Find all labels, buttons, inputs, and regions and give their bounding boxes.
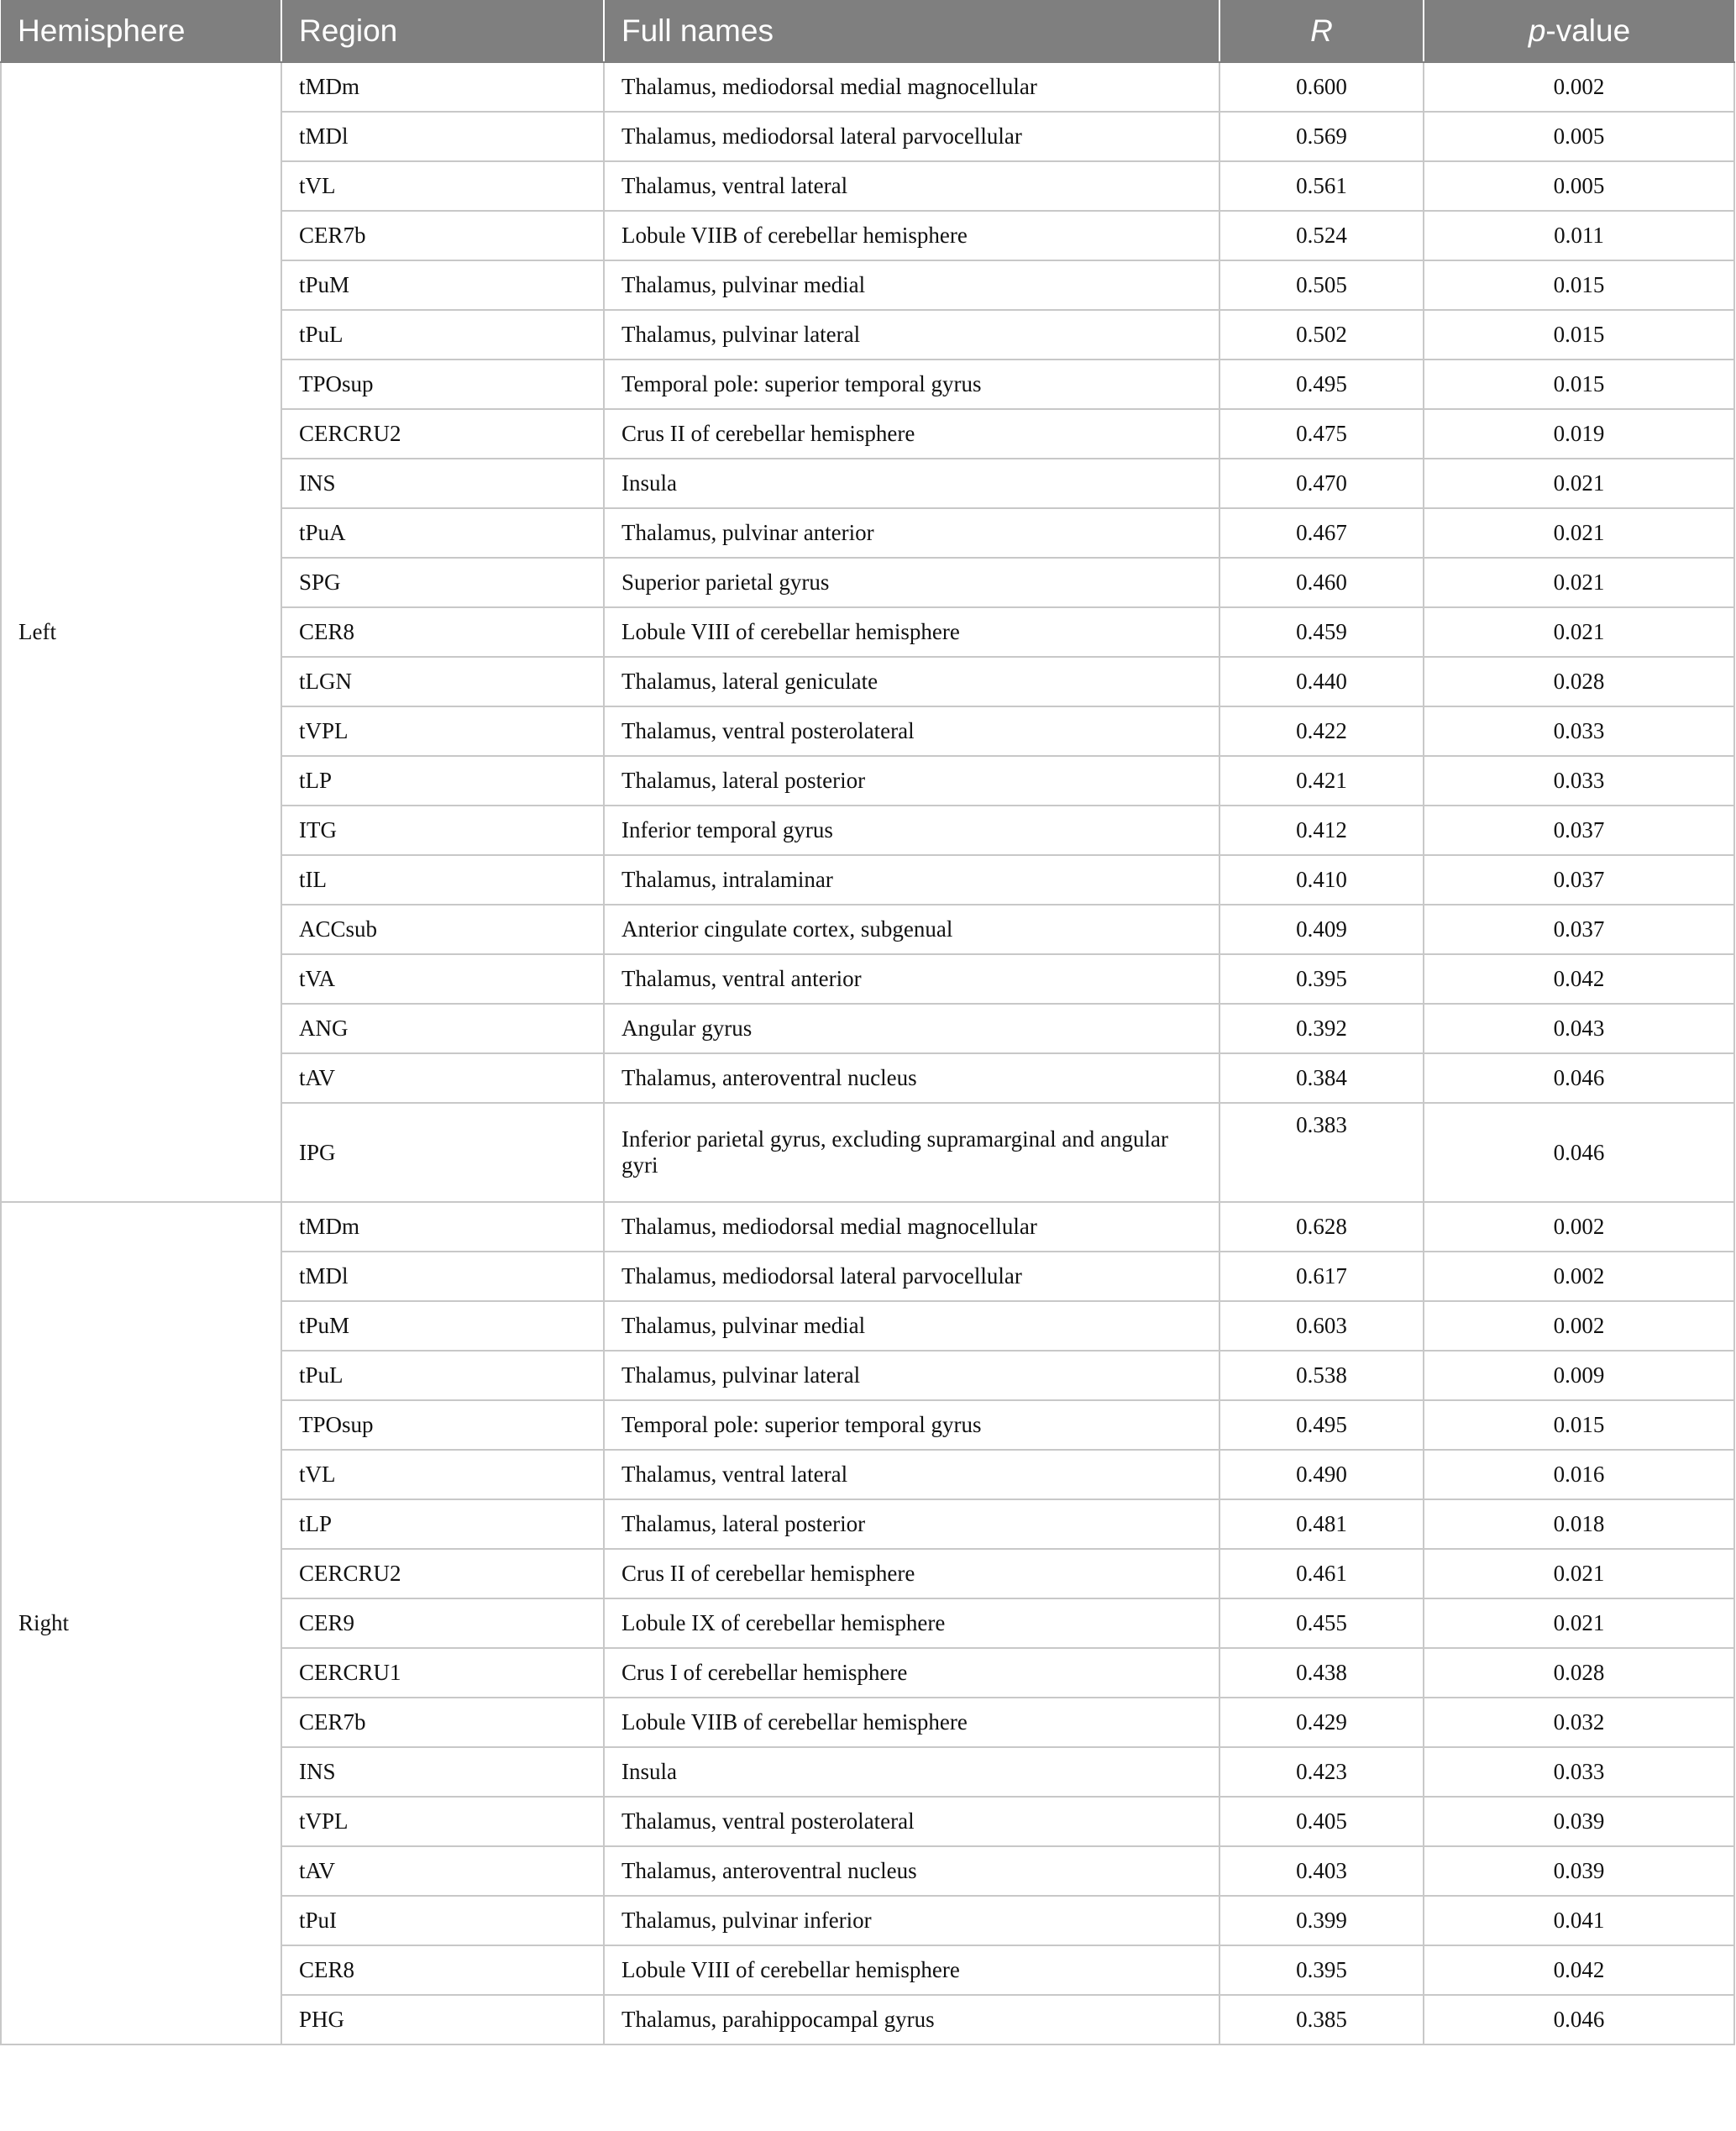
r-value-cell: 0.399 [1219,1896,1424,1945]
p-value-cell: 0.002 [1424,62,1734,112]
region-cell: tVL [281,161,604,211]
region-cell: tAV [281,1053,604,1103]
r-value-cell: 0.569 [1219,112,1424,161]
region-cell: CERCRU2 [281,1549,604,1598]
header-hemisphere: Hemisphere [1,0,281,62]
p-value-cell: 0.021 [1424,459,1734,508]
r-value-cell: 0.470 [1219,459,1424,508]
p-value-cell: 0.032 [1424,1698,1734,1747]
region-cell: PHG [281,1995,604,2044]
region-cell: tMDl [281,1252,604,1301]
p-value-cell: 0.039 [1424,1797,1734,1846]
full-name-cell: Insula [604,1747,1219,1797]
r-value-cell: 0.600 [1219,62,1424,112]
full-name-cell: Temporal pole: superior temporal gyrus [604,360,1219,409]
full-name-cell: Temporal pole: superior temporal gyrus [604,1400,1219,1450]
r-value-cell: 0.385 [1219,1995,1424,2044]
region-cell: tMDl [281,112,604,161]
r-value-cell: 0.490 [1219,1450,1424,1499]
region-cell: tLGN [281,657,604,706]
full-name-cell: Thalamus, pulvinar lateral [604,310,1219,360]
p-value-cell: 0.033 [1424,706,1734,756]
r-value-cell: 0.538 [1219,1351,1424,1400]
p-value-cell: 0.042 [1424,1945,1734,1995]
full-name-cell: Thalamus, lateral posterior [604,756,1219,806]
full-name-cell: Thalamus, pulvinar anterior [604,508,1219,558]
region-cell: tMDm [281,62,604,112]
p-value-cell: 0.021 [1424,1549,1734,1598]
p-value-cell: 0.002 [1424,1252,1734,1301]
p-value-cell: 0.005 [1424,161,1734,211]
p-value-cell: 0.011 [1424,211,1734,260]
r-value-cell: 0.603 [1219,1301,1424,1351]
r-value-cell: 0.405 [1219,1797,1424,1846]
r-value-cell: 0.628 [1219,1202,1424,1252]
p-value-cell: 0.005 [1424,112,1734,161]
r-value-cell: 0.505 [1219,260,1424,310]
p-value-cell: 0.028 [1424,1648,1734,1698]
region-cell: tPuI [281,1896,604,1945]
r-value-cell: 0.467 [1219,508,1424,558]
p-value-cell: 0.039 [1424,1846,1734,1896]
full-name-cell: Thalamus, ventral lateral [604,161,1219,211]
p-value-cell: 0.019 [1424,409,1734,459]
full-name-cell: Thalamus, pulvinar medial [604,260,1219,310]
r-value-cell: 0.617 [1219,1252,1424,1301]
region-cell: CER7b [281,1698,604,1747]
r-value-cell: 0.395 [1219,954,1424,1004]
region-cell: tVPL [281,706,604,756]
region-cell: CER8 [281,1945,604,1995]
full-name-cell: Thalamus, ventral anterior [604,954,1219,1004]
header-row [1,0,1734,62]
p-value-cell: 0.021 [1424,1598,1734,1648]
r-value-cell: 0.495 [1219,360,1424,409]
p-value-cell: 0.015 [1424,260,1734,310]
r-value-cell: 0.459 [1219,607,1424,657]
r-value-cell: 0.412 [1219,806,1424,855]
full-name-cell: Thalamus, parahippocampal gyrus [604,1995,1219,2044]
hemisphere-cell: Right [1,1202,281,2044]
full-name-cell: Thalamus, ventral posterolateral [604,1797,1219,1846]
full-name-cell: Thalamus, lateral posterior [604,1499,1219,1549]
p-value-cell: 0.009 [1424,1351,1734,1400]
r-value-cell: 0.421 [1219,756,1424,806]
full-name-cell: Lobule VIII of cerebellar hemisphere [604,1945,1219,1995]
r-value-cell: 0.475 [1219,409,1424,459]
full-name-cell: Thalamus, pulvinar lateral [604,1351,1219,1400]
full-name-cell: Lobule VIIB of cerebellar hemisphere [604,211,1219,260]
full-name-cell: Lobule IX of cerebellar hemisphere [604,1598,1219,1648]
p-value-cell: 0.033 [1424,1747,1734,1797]
table-row [1,62,1734,112]
r-value-cell: 0.461 [1219,1549,1424,1598]
region-cell: SPG [281,558,604,607]
region-cell: TPOsup [281,1400,604,1450]
full-name-cell: Thalamus, intralaminar [604,855,1219,905]
p-value-cell: 0.042 [1424,954,1734,1004]
full-name-cell: Lobule VIII of cerebellar hemisphere [604,607,1219,657]
full-name-cell: Thalamus, ventral posterolateral [604,706,1219,756]
region-cell: tPuL [281,310,604,360]
region-cell: tPuM [281,260,604,310]
region-cell: INS [281,459,604,508]
full-name-cell: Angular gyrus [604,1004,1219,1053]
r-value-cell: 0.384 [1219,1053,1424,1103]
p-value-cell: 0.028 [1424,657,1734,706]
r-value-cell: 0.392 [1219,1004,1424,1053]
region-cell: tLP [281,1499,604,1549]
r-value-cell: 0.409 [1219,905,1424,954]
region-cell: TPOsup [281,360,604,409]
region-cell: CERCRU1 [281,1648,604,1698]
header-full-names: Full names [604,0,1219,62]
r-value-cell: 0.440 [1219,657,1424,706]
p-value-cell: 0.015 [1424,1400,1734,1450]
full-name-cell: Crus I of cerebellar hemisphere [604,1648,1219,1698]
region-cell: IPG [281,1103,604,1202]
header-r: R [1219,0,1424,62]
table-header [1,0,1734,62]
region-cell: tVL [281,1450,604,1499]
header-p-value [1424,0,1734,62]
region-cell: ITG [281,806,604,855]
p-value-cell: 0.021 [1424,558,1734,607]
p-value-cell: 0.018 [1424,1499,1734,1549]
header-p-suffix: -value [1545,13,1631,48]
table-row [1,1202,1734,1252]
r-value-cell: 0.495 [1219,1400,1424,1450]
region-cell: tIL [281,855,604,905]
full-name-cell: Crus II of cerebellar hemisphere [604,1549,1219,1598]
hemisphere-cell: Left [1,62,281,1202]
region-cell: INS [281,1747,604,1797]
full-name-cell: Thalamus, mediodorsal medial magnocellular [604,62,1219,112]
full-name-cell: Thalamus, mediodorsal lateral parvocellular [604,1252,1219,1301]
p-value-cell: 0.033 [1424,756,1734,806]
region-cell: ANG [281,1004,604,1053]
full-name-cell: Thalamus, pulvinar inferior [604,1896,1219,1945]
full-name-cell: Insula [604,459,1219,508]
full-name-cell: Anterior cingulate cortex, subgenual [604,905,1219,954]
p-value-cell: 0.037 [1424,905,1734,954]
r-value-cell: 0.561 [1219,161,1424,211]
full-name-cell: Thalamus, lateral geniculate [604,657,1219,706]
p-value-cell: 0.015 [1424,310,1734,360]
r-value-cell: 0.410 [1219,855,1424,905]
region-cell: CER9 [281,1598,604,1648]
p-value-cell: 0.037 [1424,806,1734,855]
region-cell: tMDm [281,1202,604,1252]
full-name-cell: Thalamus, mediodorsal lateral parvocellular [604,112,1219,161]
table-body [1,62,1734,2044]
full-name-cell: Inferior temporal gyrus [604,806,1219,855]
full-name-cell: Thalamus, anteroventral nucleus [604,1053,1219,1103]
region-cell: tPuL [281,1351,604,1400]
p-value-cell: 0.016 [1424,1450,1734,1499]
region-cell: CERCRU2 [281,409,604,459]
region-cell: tVPL [281,1797,604,1846]
r-value-cell: 0.455 [1219,1598,1424,1648]
p-value-cell: 0.046 [1424,1053,1734,1103]
region-cell: tPuA [281,508,604,558]
r-value-cell: 0.524 [1219,211,1424,260]
p-value-cell: 0.046 [1424,1103,1734,1202]
p-value-cell: 0.021 [1424,508,1734,558]
region-cell: ACCsub [281,905,604,954]
r-value-cell: 0.422 [1219,706,1424,756]
r-value-cell: 0.502 [1219,310,1424,360]
r-value-cell: 0.423 [1219,1747,1424,1797]
p-value-cell: 0.002 [1424,1301,1734,1351]
region-cell: tPuM [281,1301,604,1351]
full-name-cell: Thalamus, anteroventral nucleus [604,1846,1219,1896]
full-name-cell: Thalamus, ventral lateral [604,1450,1219,1499]
r-value-cell: 0.395 [1219,1945,1424,1995]
p-value-cell: 0.041 [1424,1896,1734,1945]
full-name-cell: Thalamus, mediodorsal medial magnocellular [604,1202,1219,1252]
full-name-cell: Inferior parietal gyrus, excluding supramarginal and angular gyri [604,1103,1219,1202]
r-value-cell: 0.481 [1219,1499,1424,1549]
region-cell: tLP [281,756,604,806]
header-region: Region [281,0,604,62]
p-value-cell: 0.046 [1424,1995,1734,2044]
p-value-cell: 0.037 [1424,855,1734,905]
r-value-cell: 0.460 [1219,558,1424,607]
full-name-cell: Thalamus, pulvinar medial [604,1301,1219,1351]
p-value-cell: 0.015 [1424,360,1734,409]
r-value-cell: 0.438 [1219,1648,1424,1698]
full-name-cell: Superior parietal gyrus [604,558,1219,607]
r-value-cell: 0.383 [1219,1103,1424,1202]
region-cell: tAV [281,1846,604,1896]
region-cell: tVA [281,954,604,1004]
full-name-cell: Crus II of cerebellar hemisphere [604,409,1219,459]
r-value-cell: 0.429 [1219,1698,1424,1747]
header-p-letter: p [1528,13,1546,48]
full-name-cell: Lobule VIIB of cerebellar hemisphere [604,1698,1219,1747]
p-value-cell: 0.002 [1424,1202,1734,1252]
region-cell: CER8 [281,607,604,657]
region-cell: CER7b [281,211,604,260]
p-value-cell: 0.043 [1424,1004,1734,1053]
p-value-cell: 0.021 [1424,607,1734,657]
r-value-cell: 0.403 [1219,1846,1424,1896]
